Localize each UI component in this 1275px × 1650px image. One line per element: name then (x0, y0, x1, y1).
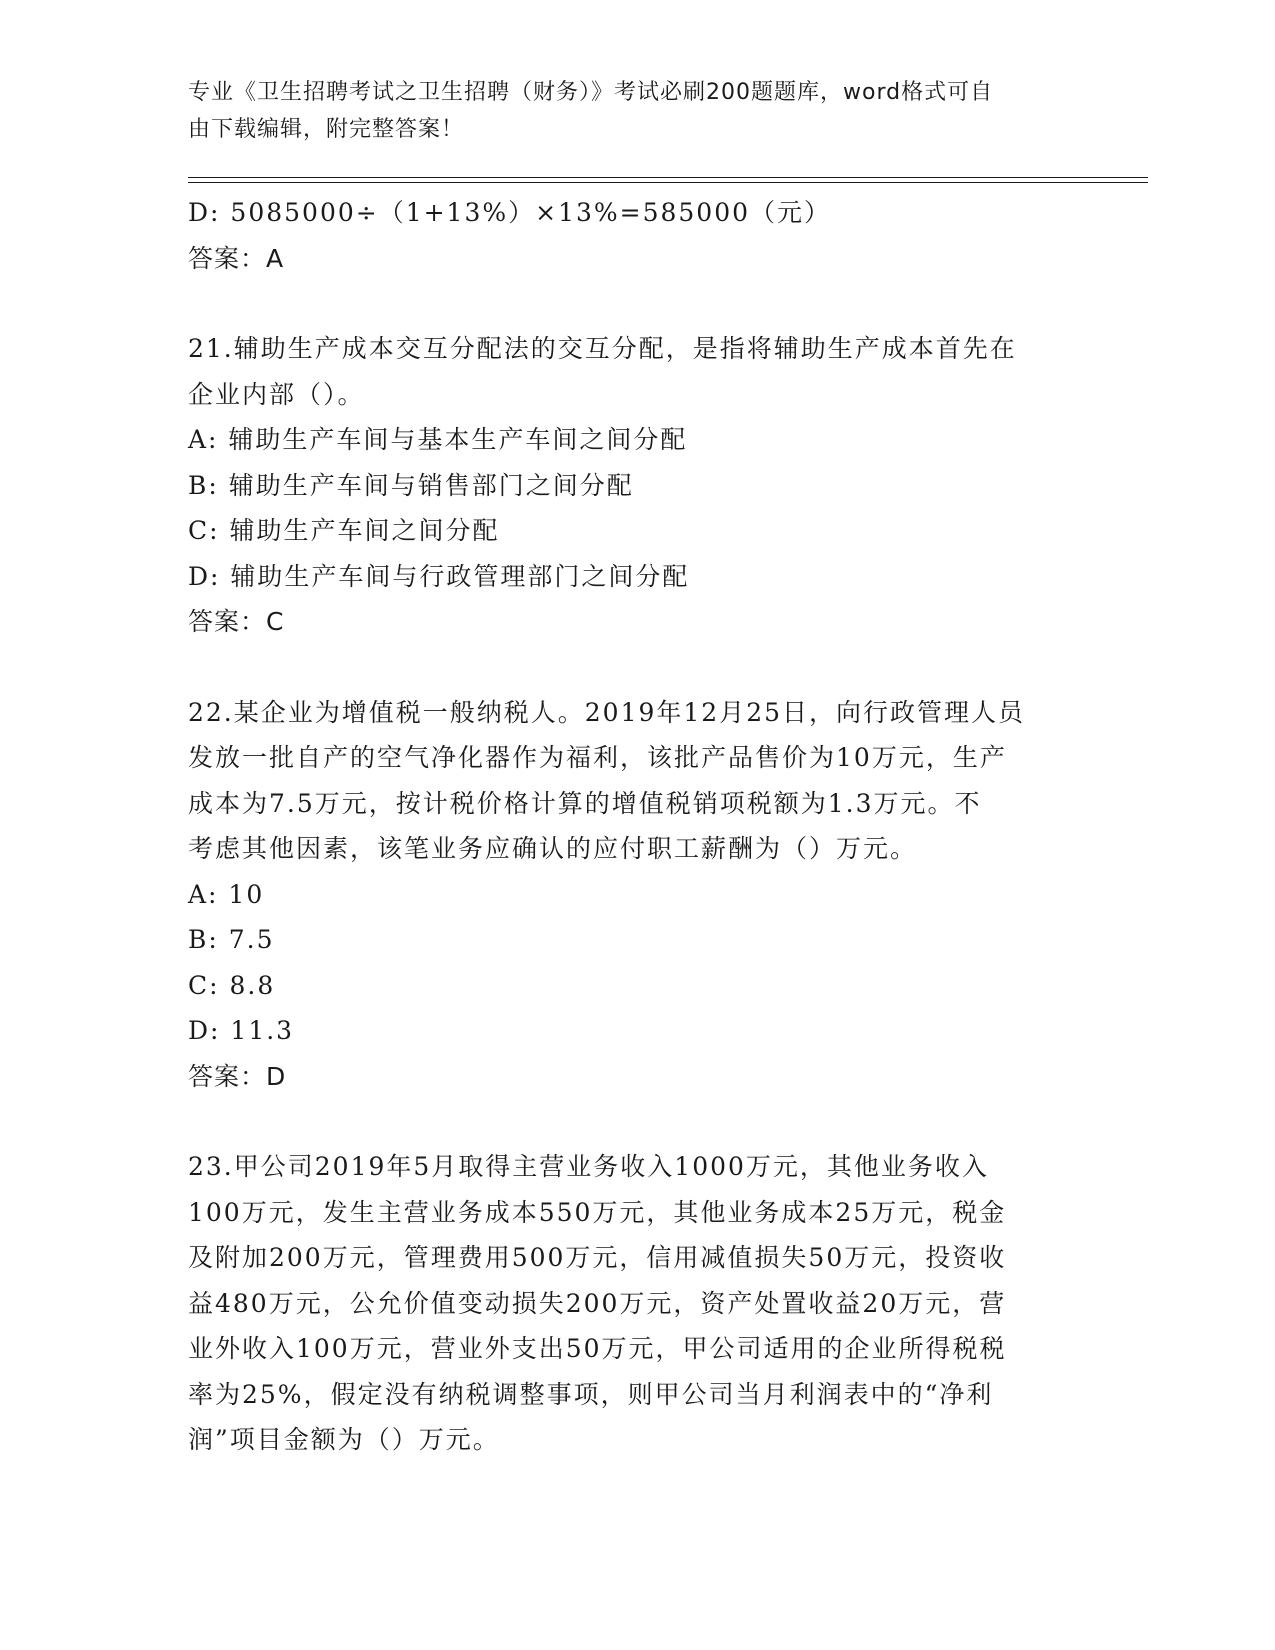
option-d: D: 5085000÷（1+13%）×13%=585000（元） (188, 198, 832, 227)
answer-line: 答案：A (188, 243, 285, 273)
header-title-line-2: 由下载编辑，附完整答案！ (188, 117, 465, 142)
option-a: A: 辅助生产车间与基本生产车间之间分配 (188, 425, 688, 454)
question-stem-line: 100万元，发生主营业务成本550万元，其他业务成本25万元，税金 (188, 1197, 1007, 1227)
question-stem-line: 21.辅助生产成本交互分配法的交互分配，是指将辅助生产成本首先在 (188, 334, 1017, 363)
answer-line: 答案：D (188, 1061, 287, 1091)
question-stem-line: 发放一批自产的空气净化器作为福利，该批产品售价为10万元，生产 (188, 743, 1007, 772)
document-header (188, 74, 1068, 148)
header-divider-bottom (188, 182, 1148, 183)
option-d: D: 11.3 (188, 1016, 295, 1045)
question-stem-line: 率为25%，假定没有纳税调整事项，则甲公司当月利润表中的“净利 (188, 1379, 994, 1409)
prev-question-tail (188, 190, 1088, 281)
option-b: B: 7.5 (188, 925, 275, 954)
question-stem-line: 23.甲公司2019年5月取得主营业务收入1000万元，其他业务收入 (188, 1152, 989, 1181)
question-content (188, 190, 1088, 1463)
question-stem-line: 及附加200万元，管理费用500万元，信用减值损失50万元，投资收 (188, 1243, 1007, 1272)
header-divider-top (188, 177, 1148, 178)
question-stem-line: 业外收入100万元，营业外支出50万元，甲公司适用的企业所得税税 (188, 1334, 1007, 1363)
question-stem-line: 22.某企业为增值税一般纳税人。2019年12月25日，向行政管理人员 (188, 697, 1026, 727)
question-stem-line: 成本为7.5万元，按计税价格计算的增值税销项税额为1.3万元。不 (188, 788, 982, 818)
header-title-line-1: 专业《卫生招聘考试之卫生招聘（财务）》考试必刷200题题库，word格式可自 (188, 80, 994, 105)
option-a: A: 10 (188, 879, 265, 909)
question-stem-line: 企业内部（）。 (188, 379, 365, 409)
question-stem-line: 考虑其他因素，该笔业务应确认的应付职工薪酬为（）万元。 (188, 834, 918, 863)
question-21 (188, 326, 1088, 645)
option-c: C: 8.8 (188, 970, 276, 1000)
question-22 (188, 690, 1088, 1100)
answer-line: 答案：C (188, 607, 285, 636)
question-stem-line: 润”项目金额为（）万元。 (188, 1425, 500, 1454)
question-23 (188, 1144, 1088, 1463)
option-d: D: 辅助生产车间与行政管理部门之间分配 (188, 561, 690, 591)
option-c: C: 辅助生产车间之间分配 (188, 516, 500, 545)
question-stem-line: 益480万元，公允价值变动损失200万元，资产处置收益20万元，营 (188, 1288, 1007, 1318)
option-b: B: 辅助生产车间与销售部门之间分配 (188, 470, 634, 500)
